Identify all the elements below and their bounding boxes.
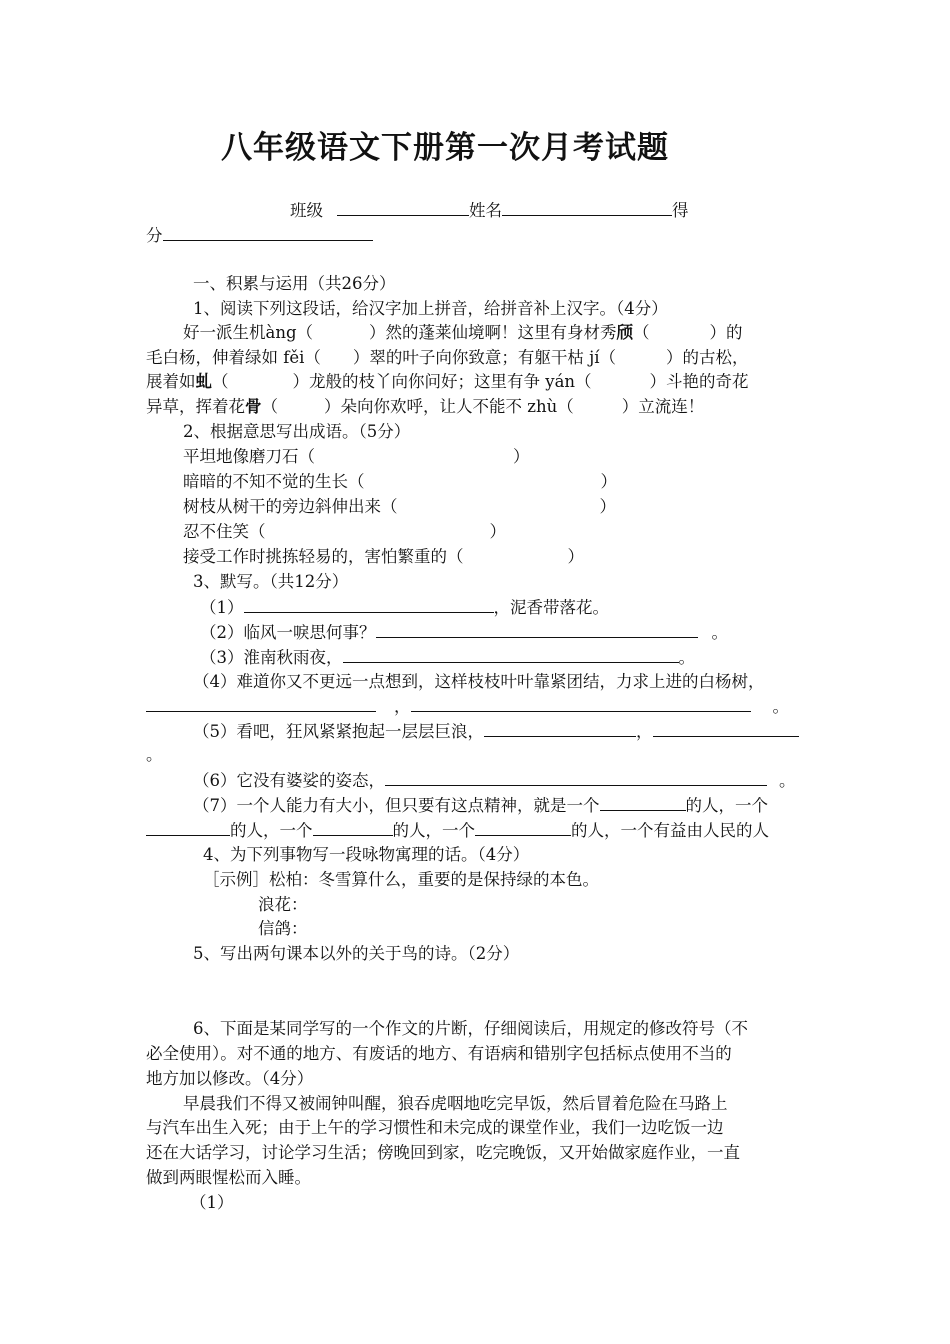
class-blank[interactable] xyxy=(337,199,469,216)
q1-line-1: 好一派生机àng（ ）然的蓬莱仙境啊！这里有身材秀颀（ ）的 xyxy=(183,323,743,342)
q4-stem: 4、为下列事物写一段咏物寓理的话。（4分） xyxy=(203,845,530,864)
score-line: 分 xyxy=(146,224,373,247)
q1-stem: 1、阅读下列这段话，给汉字加上拼音，给拼音补上汉字。（4分） xyxy=(193,299,668,318)
q6-answer-1: （1） xyxy=(190,1193,234,1212)
header-line xyxy=(290,199,689,222)
answer-blank[interactable] xyxy=(146,695,376,712)
q2-item: 暗暗的不知不觉的生长（ ） xyxy=(183,472,617,491)
q3-item-6: （6）它没有婆娑的姿态， 。 xyxy=(193,771,796,790)
q3-item-5: （5）看吧，狂风紧紧抱起一层层巨浪， ， xyxy=(193,720,799,743)
answer-blank[interactable] xyxy=(484,720,636,737)
q2-item: 接受工作时挑拣轻易的，害怕繁重的（ ） xyxy=(183,547,584,566)
name-label: 姓名 xyxy=(469,201,502,220)
q6-passage-1: 早晨我们不得又被闹钟叫醒，狼吞虎咽地吃完早饭，然后冒着危险在马路上 xyxy=(183,1094,728,1113)
score-label: 得 xyxy=(672,201,689,220)
q6-passage-3: 还在大话学习，讨论学习生活；傍晚回到家，吃完晚饭，又开始做家庭作业，一直 xyxy=(146,1143,740,1162)
answer-blank[interactable] xyxy=(475,819,571,836)
q1-line-4: 异草，挥着花骨（ ）朵向你欢呼，让人不能不 zhù（ ）立流连！ xyxy=(146,397,705,416)
q3-item-4: （4）难道你又不更远一点想到，这样枝枝叶叶靠紧团结，力求上进的白杨树， xyxy=(193,672,765,691)
q2-item: 平坦地像磨刀石（ ） xyxy=(183,447,530,466)
answer-blank[interactable] xyxy=(313,819,393,836)
q6-line-3: 地方加以修改。（4分） xyxy=(146,1069,314,1088)
q3-item-3: （3）淮南秋雨夜， 。 xyxy=(200,648,695,667)
answer-blank[interactable] xyxy=(244,596,494,613)
answer-blank[interactable] xyxy=(146,819,230,836)
answer-blank[interactable] xyxy=(653,720,799,737)
section-heading: 一、积累与运用（共26分） xyxy=(193,274,396,293)
q4-item-wave: 浪花： xyxy=(258,895,308,914)
q2-item: 忍不住笑（ ） xyxy=(183,522,506,541)
q6-passage-4: 做到两眼惺松而入睡。 xyxy=(146,1168,311,1187)
q3-item-5-end: 。 xyxy=(146,745,163,764)
page-title: 八年级语文下册第一次月考试题 xyxy=(221,130,669,166)
answer-blank[interactable] xyxy=(411,695,751,712)
score-blank[interactable] xyxy=(163,224,373,241)
q3-item-7: （7）一个人能力有大小，但只要有这点精神，就是一个 的人，一个 xyxy=(193,796,768,815)
q3-item-7b: 的人，一个 的人，一个 的人，一个有益由人民的人 xyxy=(146,819,769,842)
q2-stem: 2、根据意思写出成语。（5分） xyxy=(183,422,411,441)
q1-line-2: 毛白杨，伸着绿如 fěi（ ）翠的叶子向你致意；有躯干枯 jí（ ）的古松， xyxy=(146,348,749,367)
q6-line-1: 6、下面是某同学写的一个作文的片断，仔细阅读后，用规定的修改符号（不 xyxy=(193,1019,748,1038)
answer-blank[interactable] xyxy=(385,769,767,786)
q3-item-4b: ， 。 xyxy=(146,695,789,718)
class-label: 班级 xyxy=(290,201,323,220)
q3-stem: 3、默写。（共12分） xyxy=(193,572,349,591)
q4-example: ［示例］松柏：冬雪算什么，重要的是保持绿的本色。 xyxy=(203,870,599,889)
q2-item: 树枝从树干的旁边斜伸出来（ ） xyxy=(183,497,616,516)
q1-line-3: 展着如虬（ ）龙般的枝丫向你问好；这里有争 yán（ ）斗艳的奇花 xyxy=(146,372,749,391)
q3-item-2: （2）临风一唳思何事？ 。 xyxy=(200,623,728,642)
answer-blank[interactable] xyxy=(376,621,698,638)
q3-item-1: （1） ，泥香带落花。 xyxy=(200,598,609,617)
q6-line-2: 必全使用）。对不通的地方、有废话的地方、有语病和错别字包括标点使用不当的 xyxy=(146,1044,732,1063)
q6-passage-2: 与汽车出生入死；由于上午的学习惯性和未完成的课堂作业，我们一边吃饭一边 xyxy=(146,1118,724,1137)
answer-blank[interactable] xyxy=(600,794,686,811)
name-blank[interactable] xyxy=(502,199,672,216)
q4-item-pigeon: 信鸽： xyxy=(258,919,308,938)
q5-stem: 5、写出两句课本以外的关于鸟的诗。（2分） xyxy=(193,944,520,963)
answer-blank[interactable] xyxy=(343,646,679,663)
